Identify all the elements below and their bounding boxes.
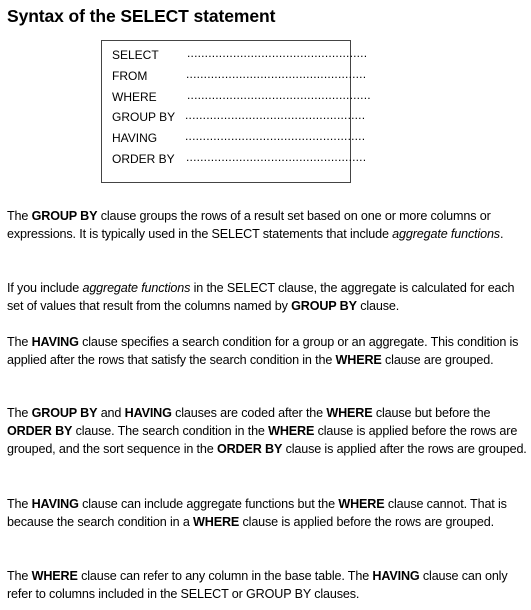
syntax-keyword: FROM	[112, 69, 148, 83]
paragraph-group-by: The GROUP BY clause groups the rows of a result set based on one or more columns or expressions. It is typically used in the SELECT statements that include aggregate functions.	[7, 209, 504, 241]
syntax-placeholder-dots: ...................................................	[187, 46, 368, 60]
syntax-keyword: WHERE	[112, 90, 157, 104]
syntax-keyword: HAVING	[112, 131, 158, 145]
select-syntax-box	[101, 40, 371, 183]
syntax-placeholder-dots: ...................................................	[185, 129, 366, 143]
syntax-placeholder-dots: ...................................................	[185, 108, 366, 122]
syntax-keyword: GROUP BY	[112, 110, 176, 124]
paragraph-aggregate-functions: If you include aggregate functions in the SELECT clause, the aggregate is calculated for each set of values that result from the columns named by GROUP BY clause.	[7, 281, 515, 313]
paragraph-having: The HAVING clause specifies a search condition for a group or an aggregate. This condition is applied after the rows that satisfy the search condition in the WHERE clause are grouped.	[7, 335, 519, 367]
paragraph-having-vs-where: The HAVING clause can include aggregate functions but the WHERE clause cannot. That is because the search condition in a WHERE clause is applied before the rows are grouped.	[7, 497, 507, 529]
paragraph-clause-order: The GROUP BY and HAVING clauses are coded after the WHERE clause but before the ORDER BY clause. The search condition in the WHERE clause is applied before the rows are grouped, and the sort sequence in the ORDER BY clause is applied after the rows are grouped.	[7, 406, 527, 456]
syntax-placeholder-dots: ...................................................	[186, 150, 367, 164]
syntax-keyword: SELECT	[112, 48, 159, 62]
syntax-placeholder-dots: ...................................................	[186, 67, 367, 81]
paragraph-column-references: The WHERE clause can refer to any column in the base table. The HAVING clause can only refer to columns included in the SELECT or GROUP BY clauses.	[7, 569, 508, 601]
syntax-placeholder-dots: ....................................................	[187, 88, 371, 102]
page-title: Syntax of the SELECT statement	[7, 6, 276, 26]
syntax-keyword: ORDER BY	[112, 152, 175, 166]
